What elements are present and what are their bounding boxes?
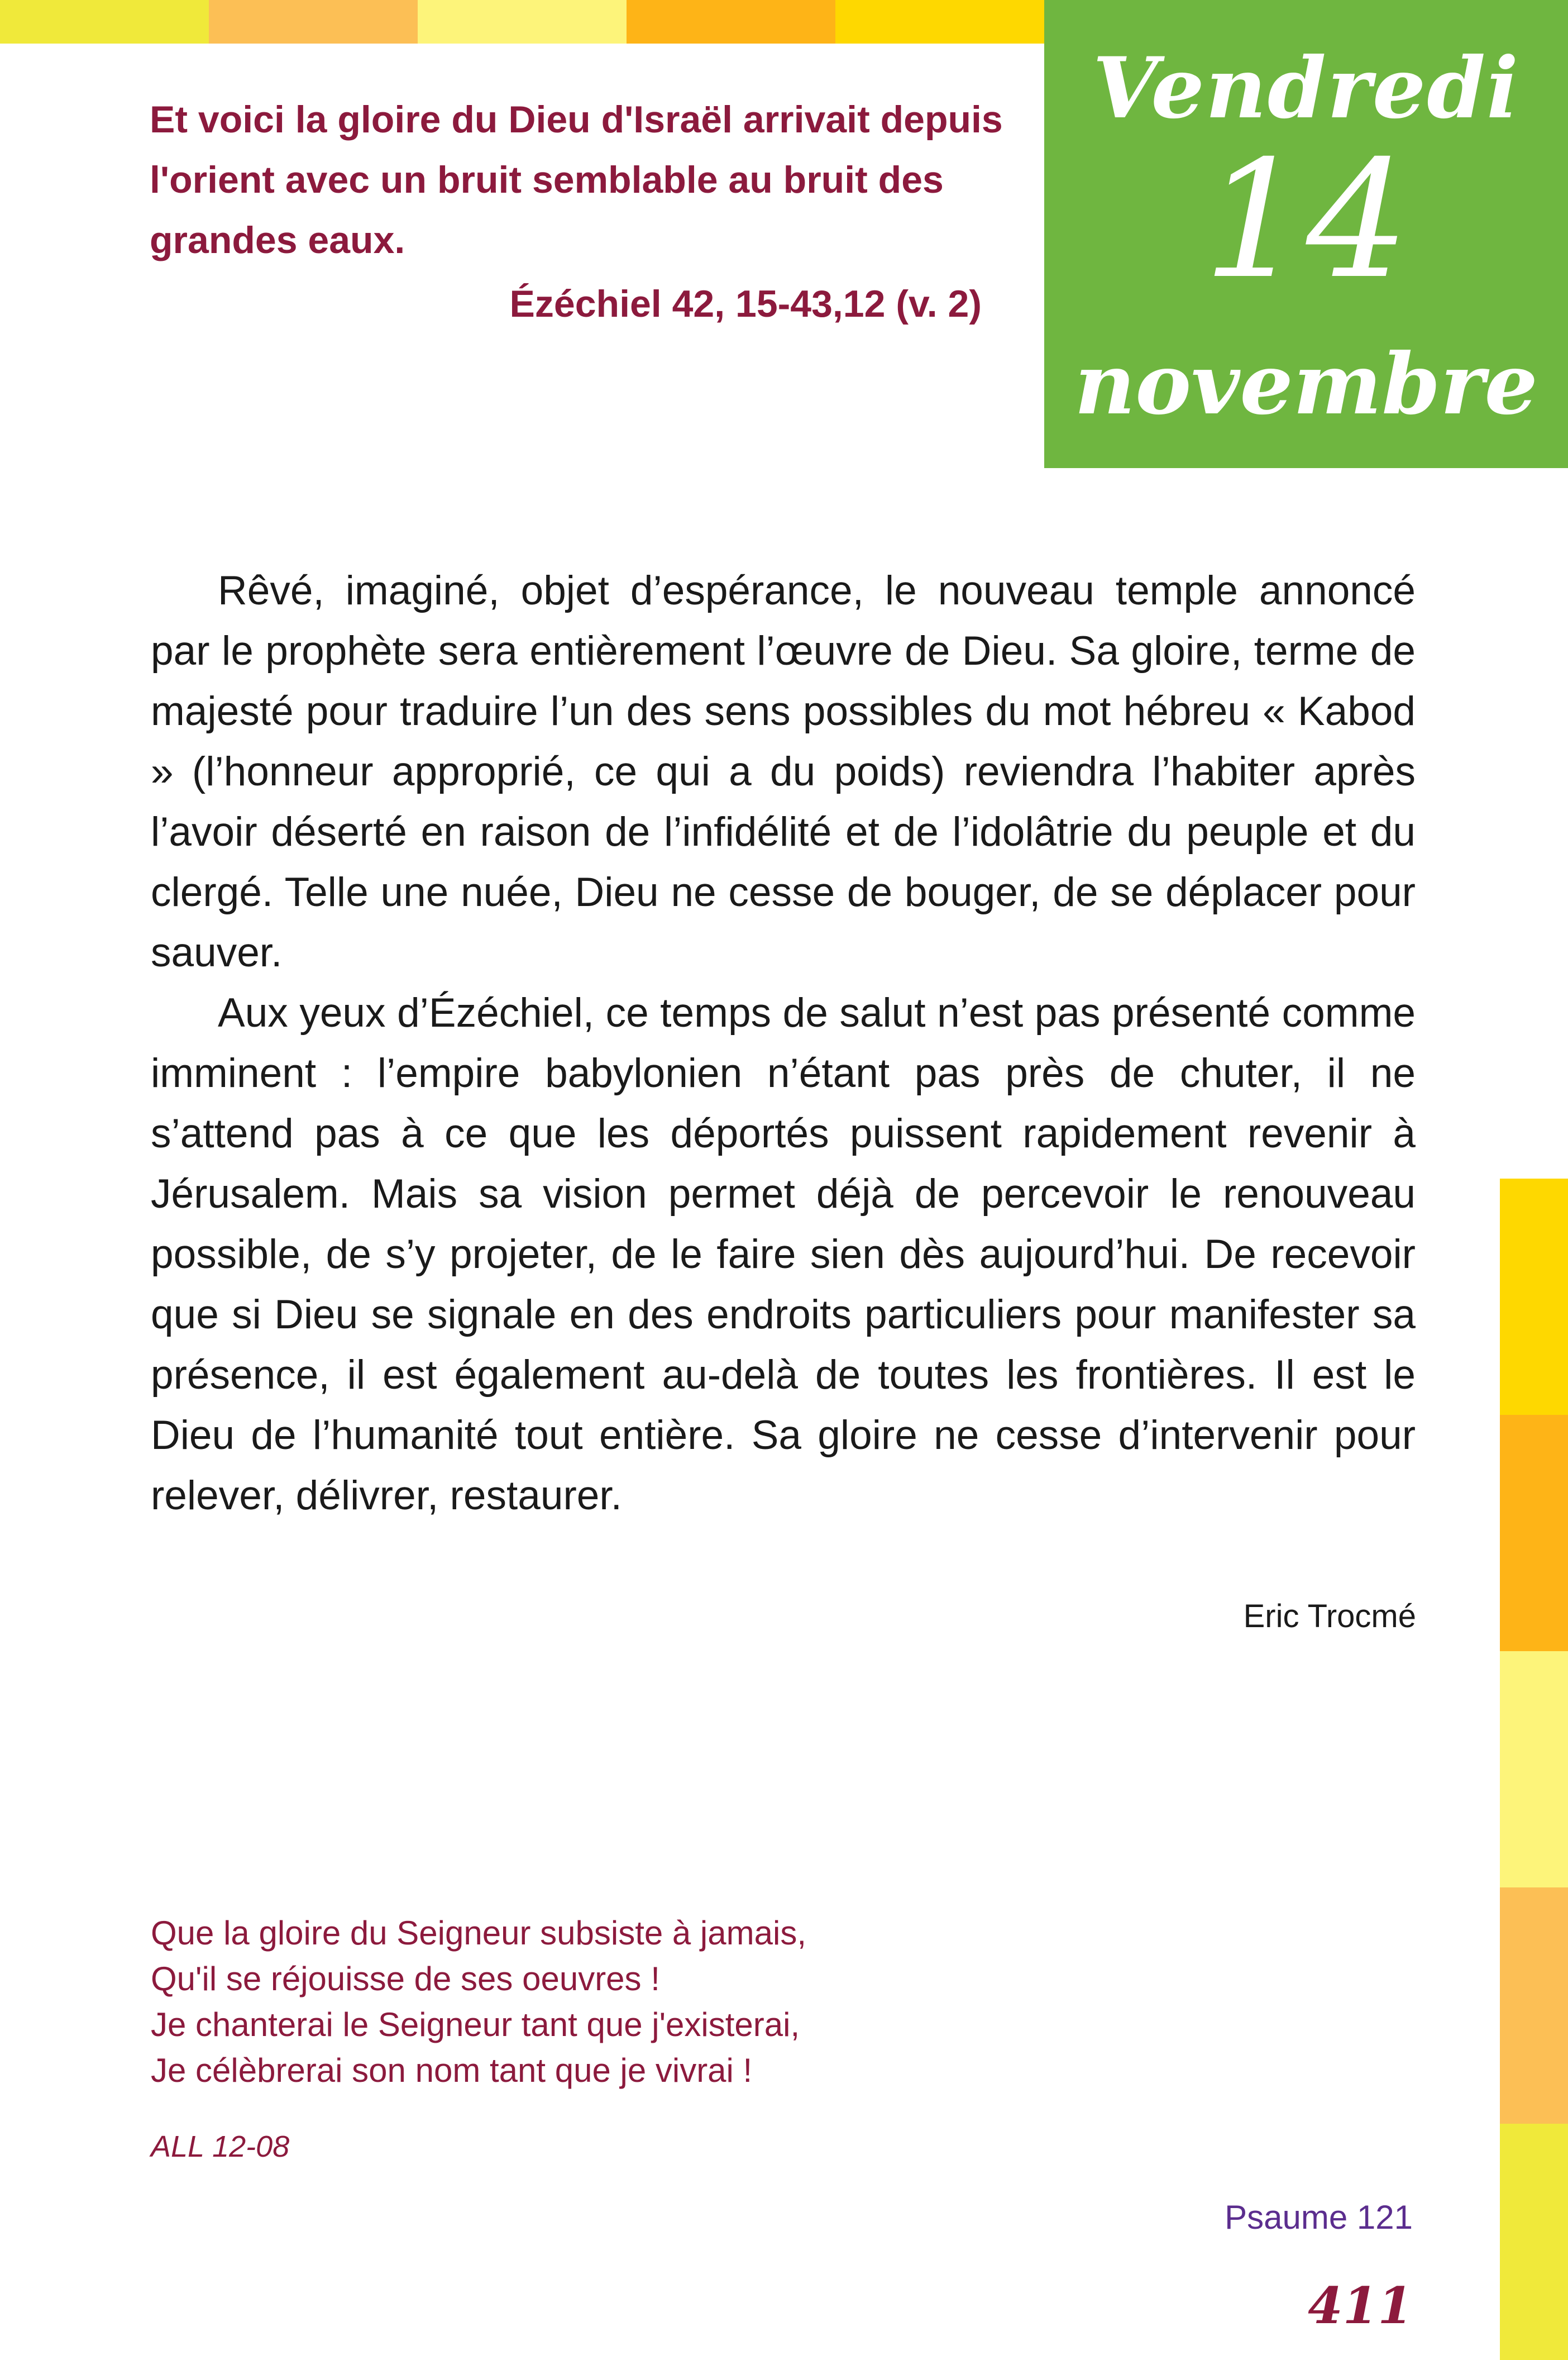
strip-segment bbox=[627, 0, 835, 44]
strip-segment bbox=[209, 0, 418, 44]
strip-segment bbox=[835, 0, 1044, 44]
side-color-strip bbox=[1500, 1179, 1568, 2360]
prayer-line: Je chanterai le Seigneur tant que j'existerai, bbox=[151, 2006, 800, 2043]
page-number: 411 bbox=[1308, 2276, 1413, 2335]
prayer-line: Je célèbrerai son nom tant que je vivrai ! bbox=[151, 2052, 753, 2089]
date-day: Vendredi bbox=[1092, 39, 1520, 137]
hymn-code: ALL 12-08 bbox=[151, 2130, 290, 2163]
meditation-body bbox=[151, 561, 1416, 1526]
strip-segment bbox=[418, 0, 627, 44]
date-month: novembre bbox=[1074, 335, 1538, 433]
date-box bbox=[1044, 0, 1568, 468]
prayer bbox=[151, 1910, 1100, 2094]
strip-segment bbox=[0, 0, 209, 44]
strip-segment bbox=[1500, 1887, 1568, 2124]
verse-text: Et voici la gloire du Dieu d'Israël arrivait depuis l'orient avec un bruit semblable au bruit des grandes eaux. bbox=[150, 98, 1003, 261]
author: Eric Trocmé bbox=[1243, 1598, 1416, 1634]
strip-segment bbox=[1500, 2124, 1568, 2360]
prayer-line: Que la gloire du Seigneur subsiste à jamais, bbox=[151, 1914, 806, 1952]
verse-reference: Ézéchiel 42, 15-43,12 (v. 2) bbox=[509, 283, 982, 325]
top-color-strip bbox=[0, 0, 1044, 44]
prayer-line: Qu'il se réjouisse de ses oeuvres ! bbox=[151, 1960, 660, 1997]
psalm-reference: Psaume 121 bbox=[1225, 2199, 1413, 2236]
strip-segment bbox=[1500, 1179, 1568, 1415]
meditation-paragraph: Aux yeux d’Ézéchiel, ce temps de salut n’est pas présenté comme imminent : l’empire babylonien n’étant pas près de chuter, il ne s’attend pas à ce que les déportés puissent rapidement revenir à Jérusalem. Mais sa vision permet déjà de percevoir le renouveau possible, de s’y projeter, de le faire sien dès aujourd’hui. De recevoir que si Dieu se signale en des endroits particuliers pour manifester sa présence, il est également au-delà de toutes les frontières. Il est le Dieu de l’humanité tout entière. Sa gloire ne cesse d’intervenir pour relever, délivrer, restaurer. bbox=[151, 990, 1416, 1518]
date-number: 14 bbox=[1203, 126, 1409, 314]
meditation-paragraph: Rêvé, imaginé, objet d’espérance, le nouveau temple annoncé par le prophète sera entièrement l’œuvre de Dieu. Sa gloire, terme de majesté pour traduire l’un des sens possibles du mot hébreu « Kabod » (l’honneur approprié, ce qui a du poids) reviendra l’habiter après l’avoir déserté en raison de l’infidélité et de l’idolâtrie du peuple et du clergé. Telle une nuée, Dieu ne cesse de bouger, de se déplacer pour sauver. bbox=[151, 568, 1416, 975]
strip-segment bbox=[1500, 1651, 1568, 1887]
strip-segment bbox=[1500, 1415, 1568, 1651]
